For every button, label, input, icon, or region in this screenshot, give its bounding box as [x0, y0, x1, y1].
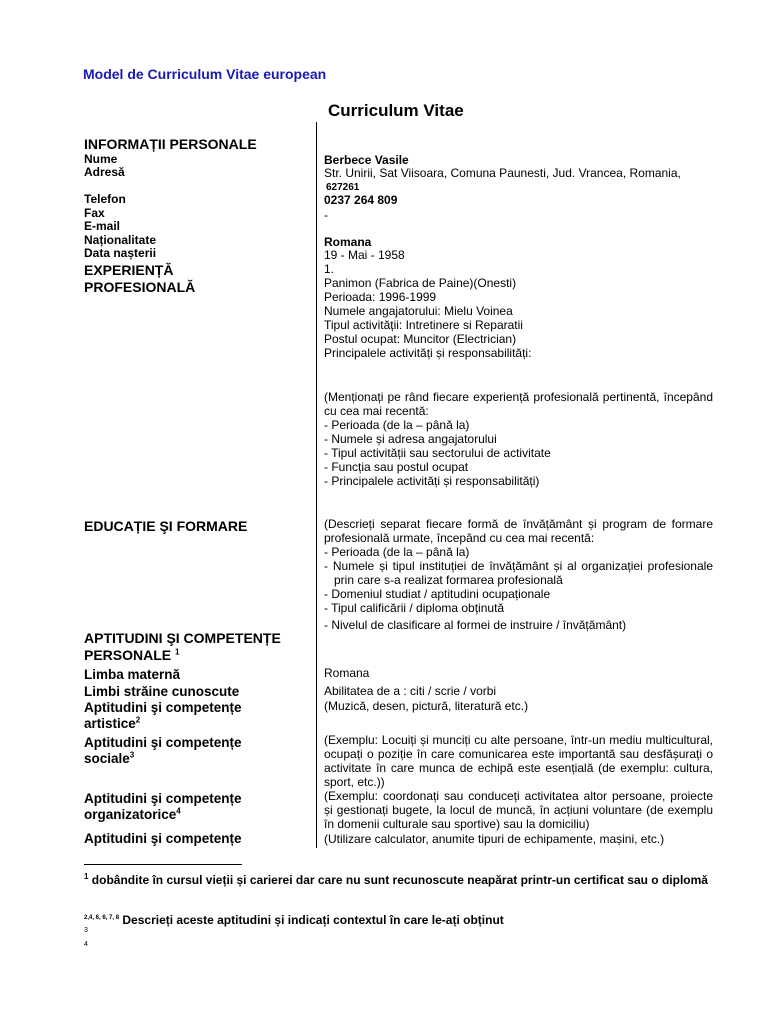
foreign-languages-value: Abilitatea de a : citi / scrie / vorbi — [324, 684, 497, 698]
name-value: Berbece Vasile — [324, 153, 409, 167]
footnote-2-marker: 2,4, 6, 6, 7, 8 — [84, 915, 120, 921]
organizational-label-line1: Aptitudini şi competențe — [84, 791, 242, 806]
skills-heading-line1: APTITUDINI ŞI COMPETENȚE — [84, 630, 281, 646]
footnote-2 — [84, 910, 724, 930]
footnote-separator — [84, 864, 242, 865]
experience-instructions-text: (Menționați pe rând fiecare experiență profesională pertinentă, începând cu cea mai recentă: — [324, 390, 713, 418]
footnote-2-text: Descrieți aceste aptitudini și indicați contextul în care le-ați obținut — [122, 913, 504, 927]
artistic-label-line1: Aptitudini şi competențe — [84, 700, 242, 715]
skills-heading-line2: PERSONALE — [84, 647, 172, 663]
organizational-label-line2: organizatorice — [84, 807, 177, 822]
technical-skills-value: (Utilizare calculator, anumite tipuri de echipamente, mașini, etc.) — [324, 832, 665, 846]
artistic-label-line2-wrap — [84, 716, 242, 732]
experience-heading-line2: PROFESIONALĂ — [84, 279, 196, 295]
experience-employer-name: Numele angajatorului: Mielu Voinea — [324, 304, 513, 318]
footnote-4-marker: 4 — [84, 941, 88, 948]
experience-period: Perioada: 1996-1999 — [324, 290, 437, 304]
social-sup: 3 — [129, 750, 135, 760]
postal-code: 627261 — [326, 182, 360, 193]
skills-heading-sup: 1 — [175, 647, 180, 657]
artistic-sup: 2 — [135, 715, 141, 725]
experience-bullet-list — [324, 418, 713, 488]
personal-info-heading: INFORMAȚII PERSONALE — [84, 136, 257, 152]
social-skills-label — [84, 735, 242, 767]
education-instructions-text: (Descrieți separat fiecare formă de învățământ și program de formare profesională urmate, începând cu cea mai recentă: — [324, 517, 713, 545]
social-label-line2: sociale — [84, 751, 130, 766]
email-label: E-mail — [84, 219, 121, 233]
birthdate-value: 19 - Mai - 1958 — [324, 248, 405, 262]
experience-index: 1. — [324, 262, 335, 276]
organizational-label-line2-wrap — [84, 807, 242, 823]
phone-value: 0237 264 809 — [324, 193, 398, 207]
experience-instructions — [324, 390, 713, 488]
organizational-skills-value: (Exemplu: coordonați sau conduceți activitatea altor persoane, proiecte și gestionați bugete, la locul de muncă, în acțiuni voluntare (de exemplu în domenii culturale sau sportive) sau la domiciliu) — [324, 789, 713, 831]
footnote-1-marker: 1 — [84, 872, 89, 881]
list-item: - Tipul activității sau sectorului de activitate — [324, 446, 551, 460]
experience-employer-place: Panimon (Fabrica de Paine)(Onesti) — [324, 276, 517, 290]
footnote-1 — [84, 870, 714, 890]
social-skills-value: (Exemplu: Locuiți și munciți cu alte persoane, într-un mediu multicultural, ocupați o poziție în care comunicarea este importantă sau desfășurați o activitate în care munca de echipă este esențială (de exemplu: cultura, sport, etc.)) — [324, 733, 713, 789]
artistic-label-line2: artistice — [84, 716, 136, 731]
skills-heading — [84, 630, 281, 664]
experience-heading-line1: EXPERIENȚĂ — [84, 262, 174, 278]
education-bullet-list — [324, 545, 713, 615]
education-last-bullet: - Nivelul de clasificare al formei de instruire / învățământ) — [324, 618, 627, 632]
artistic-skills-label — [84, 700, 242, 732]
artistic-skills-value: (Muzică, desen, pictură, literatură etc.) — [324, 699, 529, 713]
list-item: - Domeniul studiat / aptitudini ocupaționale — [324, 587, 551, 601]
organizational-skills-label — [84, 791, 242, 823]
fax-label: Fax — [84, 206, 105, 220]
fax-value: - — [324, 208, 328, 222]
address-label: Adresă — [84, 165, 125, 179]
list-item: - Funcția sau postul ocupat — [324, 460, 469, 474]
social-label-line1: Aptitudini şi competențe — [84, 735, 242, 750]
address-value: Str. Unirii, Sat Viisoara, Comuna Paunesti, Jud. Vrancea, Romania, — [324, 166, 681, 180]
foreign-languages-label: Limbi străine cunoscute — [84, 684, 240, 699]
list-item: - Numele și tipul instituției de învățământ și al organizației profesionale prin care s-a realizat formarea profesională — [324, 559, 713, 587]
nationality-value: Romana — [324, 235, 372, 249]
education-instructions — [324, 517, 713, 615]
social-label-line2-wrap — [84, 751, 242, 767]
list-item: - Principalele activități și responsabilități) — [324, 474, 540, 488]
skills-heading-line2-wrap — [84, 647, 281, 664]
birthdate-label: Data nașterii — [84, 246, 157, 260]
footnote-1-text: dobândite în cursul vieții și carierei dar care nu sunt recunoscute neapărat printr-un certificat sau o diplomă — [91, 873, 708, 887]
list-item: - Perioada (de la – până la) — [324, 418, 470, 432]
name-label: Nume — [84, 152, 118, 166]
list-item: - Tipul calificării / diploma obținută — [324, 601, 505, 615]
mother-tongue-label: Limba maternă — [84, 667, 181, 682]
list-item: - Numele și adresa angajatorului — [324, 432, 497, 446]
experience-activity-type: Tipul activității: Intretinere si Reparatii — [324, 318, 523, 332]
column-divider — [316, 122, 317, 848]
document-header: Model de Curriculum Vitae european — [83, 66, 327, 82]
experience-heading — [84, 262, 195, 296]
list-item: - Perioada (de la – până la) — [324, 545, 470, 559]
footnote-3-marker: 3 — [84, 927, 88, 934]
experience-entry — [324, 262, 714, 360]
phone-label: Telefon — [84, 192, 126, 206]
experience-main-activities: Principalele activități și responsabilități: — [324, 346, 532, 360]
organizational-sup: 4 — [176, 806, 181, 816]
experience-position: Postul ocupat: Muncitor (Electrician) — [324, 332, 517, 346]
technical-skills-label: Aptitudini şi competențe — [84, 831, 242, 846]
education-heading: EDUCAȚIE ŞI FORMARE — [84, 518, 248, 534]
mother-tongue-value: Romana — [324, 666, 370, 680]
cv-title: Curriculum Vitae — [328, 101, 464, 120]
nationality-label: Naționalitate — [84, 233, 157, 247]
